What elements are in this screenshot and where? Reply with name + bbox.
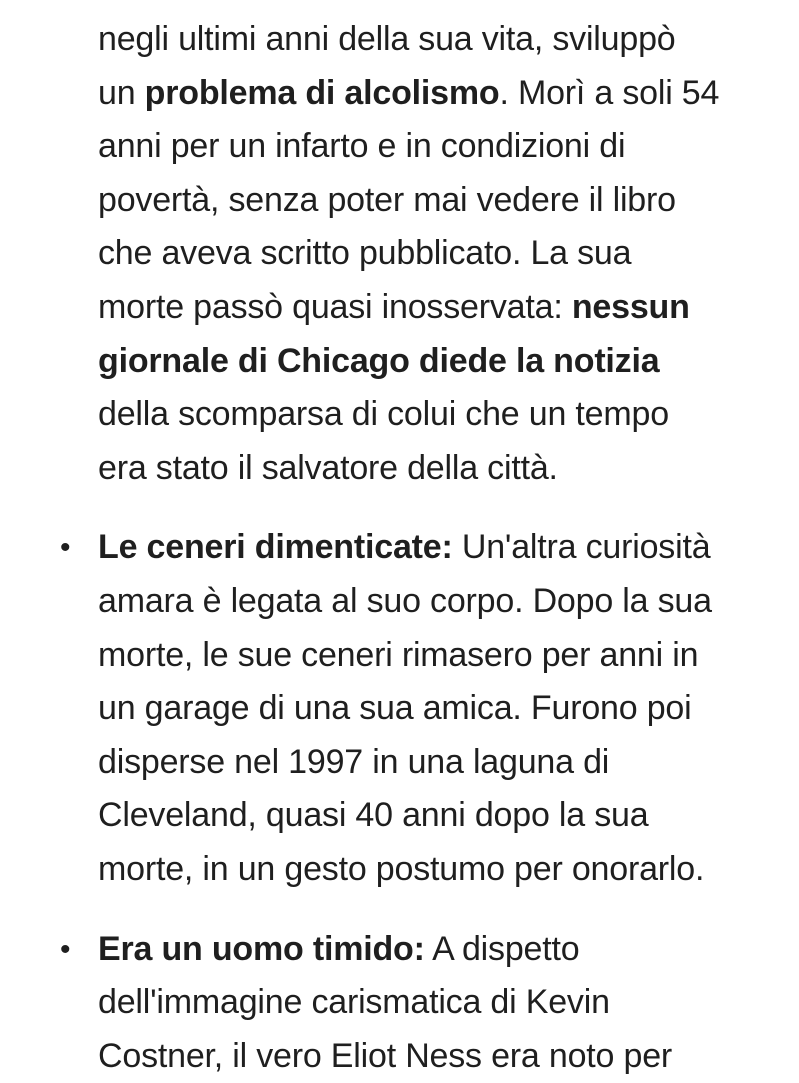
text-line: morte, in un gesto postumo per onorarlo. — [98, 843, 769, 897]
bullet-icon: • — [60, 521, 70, 575]
text-line: era stato il salvatore della città. — [98, 442, 769, 496]
text-line: amara è legata al suo corpo. Dopo la sua — [98, 575, 769, 629]
text-line — [98, 335, 769, 389]
bold-phrase: problema di alcolismo — [145, 74, 500, 112]
text-line: negli ultimi anni della sua vita, sviluppò — [98, 13, 769, 67]
bold-phrase: giornale di Chicago diede la notizia — [98, 342, 659, 380]
text-line: dell'immagine carismatica di Kevin — [98, 976, 769, 1030]
bold-phrase: Le ceneri dimenticate: — [98, 528, 453, 566]
text-line: un garage di una sua amica. Furono poi — [98, 682, 769, 736]
text-line: che aveva scritto pubblicato. La sua — [98, 227, 769, 281]
intro-paragraph — [0, 13, 799, 495]
text-line: della scomparsa di colui che un tempo — [98, 388, 769, 442]
text-line: Costner, il vero Eliot Ness era noto per — [98, 1030, 769, 1083]
text-line: morte, le sue ceneri rimasero per anni in — [98, 629, 769, 683]
list-item — [0, 521, 799, 896]
text-line: morte passò quasi inosservata: nessun — [98, 281, 769, 335]
text-line: anni per un infarto e in condizioni di — [98, 120, 769, 174]
text-line: Era un uomo timido: A dispetto — [98, 923, 769, 977]
bold-phrase: Era un uomo timido: — [98, 930, 425, 968]
bold-phrase: nessun — [572, 288, 690, 326]
bullet-icon: • — [60, 923, 70, 977]
text-line: povertà, senza poter mai vedere il libro — [98, 174, 769, 228]
list-item — [0, 923, 799, 1083]
text-line: disperse nel 1997 in una laguna di — [98, 736, 769, 790]
text-line: un problema di alcolismo. Morì a soli 54 — [98, 67, 769, 121]
text-line: Le ceneri dimenticate: Un'altra curiosità — [98, 521, 769, 575]
text-line: Cleveland, quasi 40 anni dopo la sua — [98, 789, 769, 843]
